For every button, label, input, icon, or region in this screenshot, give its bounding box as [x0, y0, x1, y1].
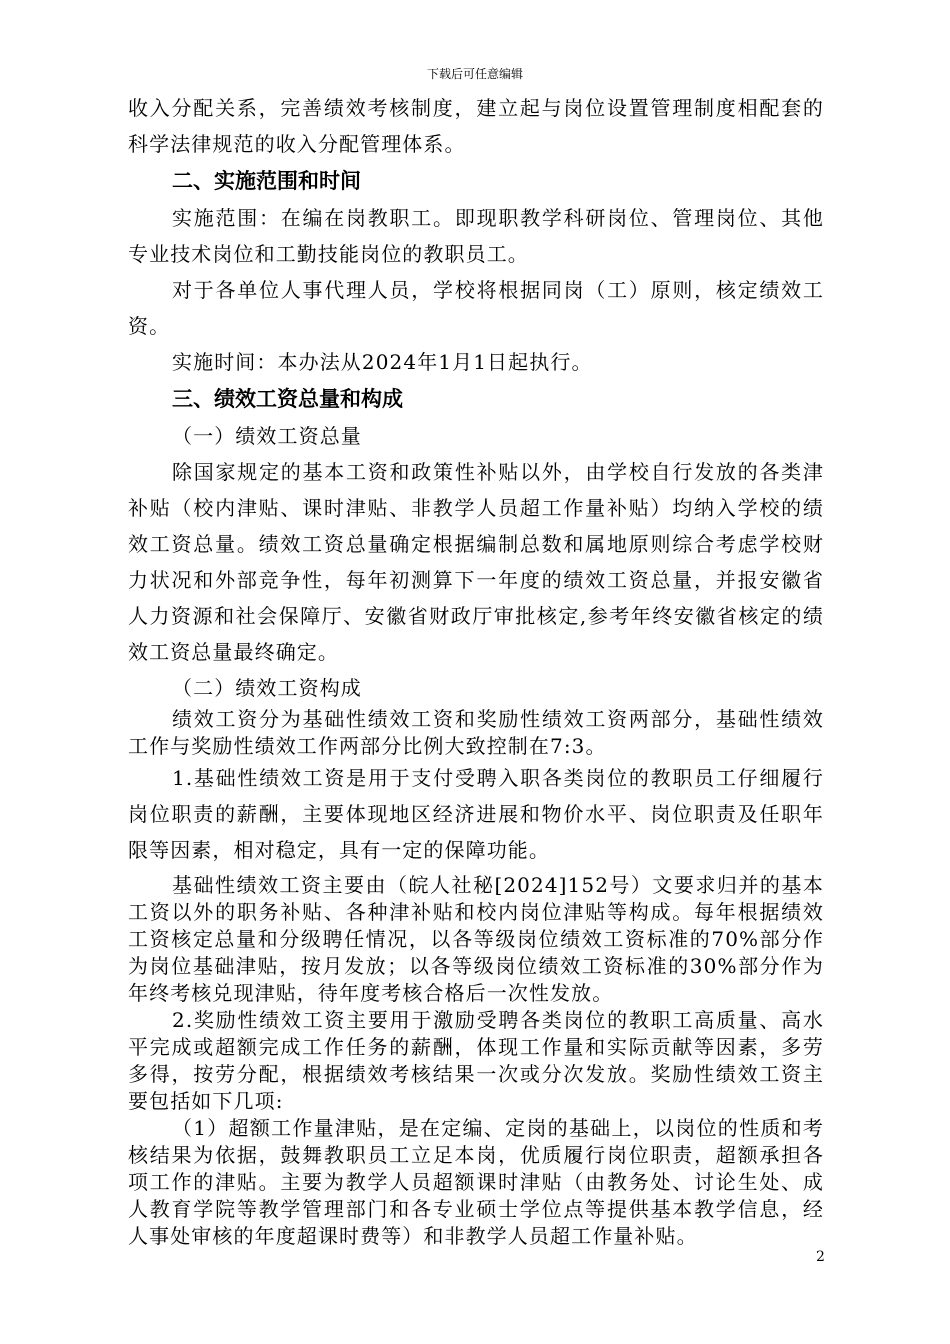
overtime-allowance-paragraph: （1）超额工作量津贴，是在定编、定岗的基础上，以岗位的性质和考核结果为依据，鼓舞教职员工立足本岗，优质履行岗位职责，超额承担各项工作的津贴。主要为教学人员超额课时津贴（由教务处、讨论生处、成人教育学院等教学管理部门和各专业硕士学位点等提供基本教学信息，经人事处审核的年度超课时费等）和非教学人员超工作量补贴。 [128, 1116, 824, 1248]
section-heading-total-composition: 三、绩效工资总量和构成 [172, 387, 403, 411]
basic-performance-pay-paragraph: 1.基础性绩效工资是用于支付受聘入职各类岗位的教职员工仔细履行岗位职责的薪酬，主要体现地区经济进展和物价水平、岗位职责及任职年限等因素，相对稳定，具有一定的保障功能。 [128, 766, 824, 862]
total-amount-paragraph: 除国家规定的基本工资和政策性补贴以外，由学校自行发放的各类津补贴（校内津贴、课时津贴、非教学人员超工作量补贴）均纳入学校的绩效工资总量。绩效工资总量确定根据编制总数和属地原则综合考虑学校财力状况和外部竞争性，每年初测算下一年度的绩效工资总量，并报安徽省人力资源和社会保障厅、安徽省财政厅审批核定,参考年终安徽省核定的绩效工资总量最终确定。 [128, 460, 824, 664]
agency-staff-paragraph: 对于各单位人事代理人员，学校将根据同岗（工）原则，核定绩效工资。 [128, 278, 824, 338]
basic-performance-pay-detail-paragraph: 基础性绩效工资主要由（皖人社秘[2024]152号）文要求归并的基本工资以外的职务补贴、各种津补贴和校内岗位津贴等构成。每年根据绩效工资核定总量和分级聘任情况，以各等级岗位绩效工资标准的70%部分作为岗位基础津贴，按月发放；以各等级岗位绩效工资标准的30%部分作为年终考核兑现津贴，待年度考核合格后一次性发放。 [128, 873, 824, 1005]
composition-paragraph: 绩效工资分为基础性绩效工资和奖励性绩效工资两部分，基础性绩效工作与奖励性绩效工作两部分比例大致控制在7:3。 [128, 707, 824, 758]
incentive-performance-pay-paragraph: 2.奖励性绩效工资主要用于激励受聘各类岗位的教职工高质量、高水平完成或超额完成工作任务的薪酬，体现工作量和实际贡献等因素，多劳多得，按劳分配，根据绩效考核结果一次或分次发放。奖励性绩效工资主要包括如下几项: [128, 1008, 824, 1113]
subsection-heading-total: （一）绩效工资总量 [172, 424, 362, 448]
page-number: 2 [816, 1249, 825, 1265]
document-body [128, 90, 824, 1250]
section-heading-scope-time: 二、实施范围和时间 [172, 169, 361, 193]
intro-continuation-paragraph: 收入分配关系，完善绩效考核制度，建立起与岗位设置管理制度相配套的科学法律规范的收入分配管理体系。 [128, 96, 824, 156]
subsection-heading-composition: （二）绩效工资构成 [172, 676, 362, 700]
effective-time-paragraph: 实施时间：本办法从2024年1月1日起执行。 [172, 350, 593, 374]
scope-paragraph: 实施范围：在编在岗教职工。即现职教学科研岗位、管理岗位、其他专业技术岗位和工勤技能岗位的教职员工。 [128, 206, 824, 266]
page-header-note: 下载后可任意编辑 [426, 67, 523, 81]
